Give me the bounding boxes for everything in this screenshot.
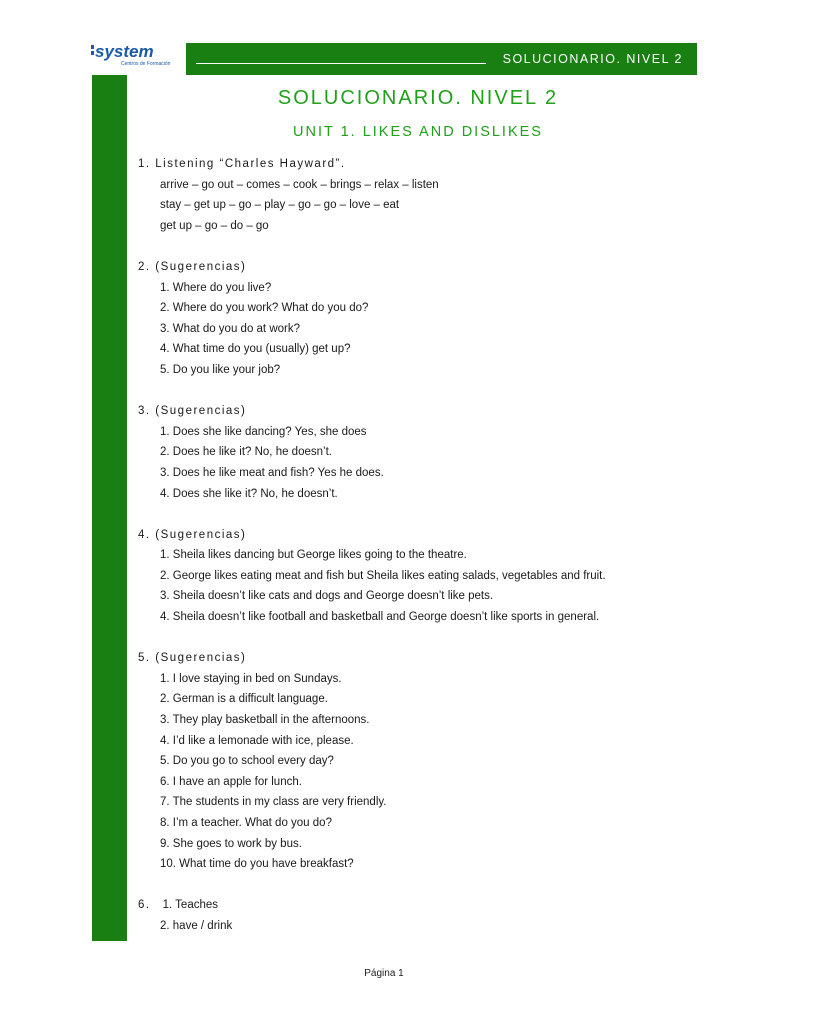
logo-subtext: Centros de Formación xyxy=(121,61,171,67)
list-item: 8. I’m a teacher. What do you do? xyxy=(160,817,332,829)
list-item: 4. What time do you (usually) get up? xyxy=(160,343,351,356)
section-heading-row xyxy=(138,895,698,916)
section-heading: 3. (Sugerencias) xyxy=(138,405,247,418)
section-heading: 5. (Sugerencias) xyxy=(138,652,247,665)
list-item: 2. have / drink xyxy=(160,919,233,932)
list-item: 3. They play basketball in the afternoons. xyxy=(160,714,370,727)
section-6 xyxy=(138,895,698,936)
list-item: 7. The students in my class are very friendly. xyxy=(160,796,387,809)
section-heading: 4. (Sugerencias) xyxy=(138,528,247,541)
section-5 xyxy=(138,648,698,875)
list-item: 4. Does she like it? No, he doesn’t. xyxy=(160,487,338,500)
section-heading: 6. xyxy=(138,899,151,912)
header-title: SOLUCIONARIO. NIVEL 2 xyxy=(502,52,683,66)
unit-subtitle: UNIT 1. LIKES AND DISLIKES xyxy=(293,124,543,140)
section-2 xyxy=(138,257,698,381)
logo-text: system xyxy=(95,42,154,61)
list-item: 2. George likes eating meat and fish but Sheila likes eating salads, vegetables and fruit. xyxy=(160,569,606,582)
list-item: stay – get up – go – play – go – go – love – eat xyxy=(160,199,400,212)
section-1 xyxy=(138,154,698,236)
list-item: 2. German is a difficult language. xyxy=(160,693,328,706)
list-item: 4. Sheila doesn’t like football and basketball and George doesn’t like sports in general. xyxy=(160,611,600,624)
page-title: SOLUCIONARIO. NIVEL 2 xyxy=(277,87,559,109)
list-item: 3. Sheila doesn’t like cats and dogs and George doesn’t like pets. xyxy=(160,590,494,603)
section-4 xyxy=(138,525,698,628)
list-item: 2. Does he like it? No, he doesn’t. xyxy=(160,446,332,459)
list-item: arrive – go out – comes – cook – brings – relax – listen xyxy=(160,178,439,191)
list-item: 4. I’d like a lemonade with ice, please. xyxy=(160,734,354,747)
header-divider-line xyxy=(196,63,486,64)
answer-content xyxy=(138,154,698,957)
list-item: 5. Do you go to school every day? xyxy=(160,755,334,768)
list-item: 3. Does he like meat and fish? Yes he does. xyxy=(160,466,384,479)
list-item: get up – go – do – go xyxy=(160,219,269,232)
list-item: 5. Do you like your job? xyxy=(160,363,281,376)
list-item: 2. Where do you work? What do you do? xyxy=(160,302,369,315)
list-item: 9. She goes to work by bus. xyxy=(160,837,302,850)
list-item: 1. I love staying in bed on Sundays. xyxy=(160,672,342,685)
page-number: Página 1 xyxy=(364,968,404,979)
list-item: 10. What time do you have breakfast? xyxy=(160,858,354,871)
section-3 xyxy=(138,401,698,504)
list-item: 6. I have an apple for lunch. xyxy=(160,775,302,788)
section-heading: 2. (Sugerencias) xyxy=(138,260,247,273)
list-item: 1. Teaches xyxy=(162,899,219,912)
list-item: 1. Does she like dancing? Yes, she does xyxy=(160,425,367,438)
system-logo xyxy=(91,42,171,68)
list-item: 3. What do you do at work? xyxy=(160,322,300,335)
side-bar xyxy=(92,75,127,941)
header-bar xyxy=(186,43,697,75)
list-item: 1. Where do you live? xyxy=(160,281,272,294)
list-item: 1. Sheila likes dancing but George likes going to the theatre. xyxy=(160,549,467,562)
section-heading: 1. Listening “Charles Hayward”. xyxy=(138,158,346,170)
